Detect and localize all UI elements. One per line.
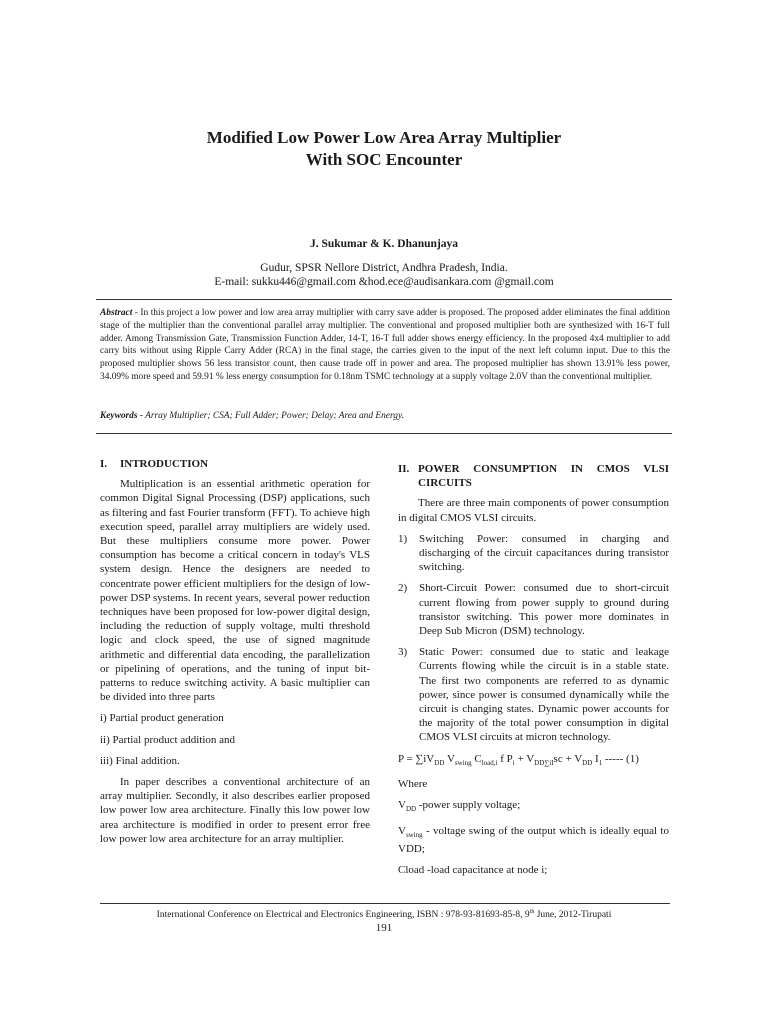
page-number: 191 bbox=[375, 922, 393, 934]
definition-vswing: $V_{swing}$ - voltage swing of the output which is ideally equal to VDD; bbox=[398, 824, 669, 856]
section-1-number: I. bbox=[100, 458, 108, 470]
footer-rule bbox=[100, 903, 670, 904]
abstract-text: - In this project a low power and low area array multiplier with carry save adder is proposed. The proposed adder eliminates the final addition stage of the multiplier than the conventional parallel array multiplier. The conventional and proposed multiplier both are synthesized with 16-T full adder. Among Transmission Gate, Transmission Function Adder, 14-T, 16-T full adder shows energy efficiency. In the proposed 4x4 multiplier to add carry bits without using Ripple Carry Adder (RCA) in the final stage, the carries given to the input of the next left column input. Due to this the proposed multiplier shows 56 less transistor count, then cause trade off in power and area. The proposed multiplier has shown 13.91% less power, 34.09% more speed and 59.91 % less energy consumption for 0.18nm TSMC technology at a supply voltage 2.0V than the conventional multiplier. bbox=[100, 308, 670, 382]
section-1-title: INTRODUCTION bbox=[120, 458, 209, 470]
section-2-title: POWER CONSUMPTION IN CMOS VLSI CIRCUITS bbox=[418, 463, 669, 490]
affiliation: Gudur, SPSR Nellore District, Andhra Pradesh, India. bbox=[260, 262, 508, 274]
section-2-heading bbox=[398, 462, 669, 490]
keywords-text: Array Multiplier; CSA; Full Adder; Power; Delay; Area and Energy. bbox=[142, 411, 404, 421]
list-item: ii) Partial product addition and bbox=[100, 733, 236, 746]
keywords bbox=[100, 411, 670, 421]
list-item: iii) Final addition. bbox=[100, 754, 180, 767]
where-label: Where bbox=[398, 778, 428, 791]
paper-title bbox=[0, 127, 768, 171]
list-item: 1) Switching Power: consumed in charging and discharging of the circuit capacitances during transistor switching. bbox=[398, 532, 669, 574]
section-1-heading bbox=[100, 457, 370, 471]
abstract-top-rule bbox=[96, 299, 672, 300]
definition-cload: Cload -load capacitance at node i; bbox=[398, 864, 548, 877]
power-intro: There are three main components of power consumption in digital CMOS VLSI circuits. bbox=[398, 497, 669, 524]
title-line-1: Modified Low Power Low Area Array Multiplier bbox=[206, 128, 562, 147]
list-item: i) Partial product generation bbox=[100, 712, 224, 725]
email: E-mail: sukku446@gmail.com &hod.ece@audisankara.com @gmail.com bbox=[214, 276, 554, 288]
list-item: 3) Static Power: consumed due to static and leakage Currents flowing while the circuit is in a stable state. The first two components are referred to as dynamic power, since power is consumed dynamically while the circuit is changing states. Dynamic power accounts for the majority of the total power consumption in digital CMOS VLSI circuits at micron technology. bbox=[398, 646, 669, 744]
definition-vdd: $V_{DD}$ -power supply voltage; bbox=[398, 799, 521, 814]
intro-paragraph-1: Multiplication is an essential arithmetic operation for common Digital Signal Processing (DSP) applications, such as filtering and fast Fourier transform (FFT). To achieve high execution speed, parallel array multipliers are widely used. But these multipliers consume more power. Power consumption has become a critical concern in today's VLS system design. Hence the designers are needed to concentrate power efficient multipliers for the design of low-power DSP systems. In recent years, several power reduction techniques have been proposed for low-power digital design, including the reduction of supply voltage, multi threshold logic and clock speed, the use of signed magnitude arithmetic and differential data encoding, the parallelization or pipelining of operations, and the tuning of input bit-patterns to reduce switching activity. A basic multiplier can be divided into three parts bbox=[100, 478, 370, 704]
keywords-label: Keywords - bbox=[100, 411, 143, 421]
abstract-bottom-rule bbox=[96, 433, 672, 434]
right-column bbox=[398, 462, 669, 884]
power-equation: $P = \sum iV_{DD}$ $V_{swing}$ $C_{load,i}$ f $P_i + V_{DD\sum iI}sc + V_{DD}$ $I_1$ ----- (1) bbox=[398, 752, 639, 767]
list-item: 2) Short-Circuit Power: consumed due to short-circuit current flowing from power supply to ground during transistor switching. This power more dominates in Deep Sub Micron (DSM) technology. bbox=[398, 582, 669, 638]
abstract bbox=[100, 307, 670, 384]
section-2-number: II. bbox=[398, 463, 410, 475]
title-line-2: With SOC Encounter bbox=[305, 150, 463, 169]
affiliation-block bbox=[0, 261, 768, 289]
intro-paragraph-2: In paper describes a conventional architecture of an array multiplier. Secondly, it also describes earlier proposed low power low area architecture. Finally this low power low area architecture is modified in order to present error free low power low area architecture for an array multiplier. bbox=[100, 776, 370, 845]
abstract-label: Abstract bbox=[100, 308, 133, 318]
left-column bbox=[100, 457, 370, 853]
conference-footer: International Conference on Electrical and Electronics Engineering, ISBN : 978-93-81693-85-8, 9th June, 2012-Tirupati bbox=[156, 909, 612, 921]
authors: J. Sukumar & K. Dhanunjaya bbox=[309, 238, 459, 250]
